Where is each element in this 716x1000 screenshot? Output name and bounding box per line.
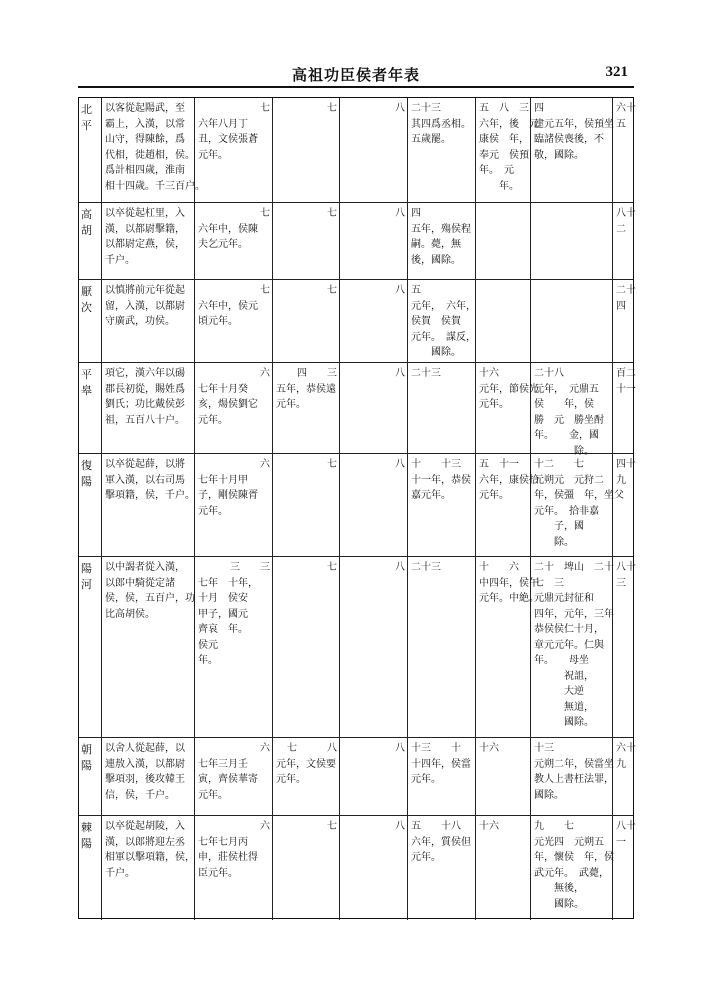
cell-line: 敬，國除。 [534, 149, 584, 161]
cell-line: 劉氏；功比戴侯彭 [105, 399, 185, 410]
cell-line: 七 [327, 103, 337, 114]
cell-line: 比高胡侯。 [105, 608, 155, 620]
cell-line: 寅，齊侯華寄 [198, 774, 258, 785]
cell-line: 元朔二年，侯當坐 [534, 758, 614, 770]
cell-line: 七年十月甲 [198, 474, 248, 486]
cell-line: 六年中，侯陳 [198, 223, 258, 235]
cell-line: 勝 元 勝坐酎 [534, 414, 604, 426]
wendi-years-cell [408, 454, 476, 556]
cell-line: 十 十三 [411, 459, 461, 470]
cell-line: 以客從起陽武，至 [105, 103, 185, 114]
empress-lu-years-cell [340, 557, 408, 737]
cell-line: 六十 [616, 743, 636, 754]
cell-line: 侯元 [198, 639, 218, 651]
empress-lu-years-cell [340, 98, 408, 202]
cell-line: 七 [327, 821, 337, 832]
cell-line: 祝詛， [534, 670, 594, 682]
cell-line: 元年。 [198, 789, 228, 801]
cell-line: 爲計相四歲，淮南 [105, 165, 185, 176]
wendi-years-cell [408, 816, 476, 920]
rank-cell [613, 280, 635, 362]
cell-line: 元年。 [198, 505, 228, 517]
cell-line: 侯賀 侯賀 [411, 316, 461, 327]
cell-line: 以都尉定燕，侯， [105, 239, 185, 250]
cell-line: 一 [616, 836, 626, 848]
cell-line: 漢，以都尉擊籍， [105, 223, 185, 235]
huidi-years-cell [273, 98, 340, 202]
cell-line: 二十 [616, 285, 636, 296]
fief-name [79, 738, 102, 815]
empress-lu-years-cell [340, 738, 408, 815]
cell-line: 八 [395, 103, 405, 114]
cell-line: 千户。 [105, 254, 135, 266]
cell-line: 建元五年，侯預坐 [534, 118, 614, 130]
origin-text-cell [102, 363, 195, 453]
cell-line: 元年。中絶。 [479, 593, 539, 604]
gaozu-years-cell [195, 454, 273, 556]
cell-line: 代相，徙趙相，侯。 [105, 149, 195, 161]
table-row [79, 816, 636, 920]
cell-line: 元年。 [479, 490, 509, 501]
wudi-years-cell [531, 454, 624, 556]
cell-line: 留，入漢，以都尉 [105, 300, 185, 312]
cell-line: 祖，五百八十户。 [105, 414, 185, 426]
cell-line: 四 [411, 208, 421, 219]
cell-line: 章元元年。仁與 [534, 639, 604, 651]
cell-line: 七 [260, 208, 270, 219]
cell-line: 奉元 侯預 [479, 149, 529, 161]
cell-line: 甲子，國元 [198, 608, 248, 620]
fief-name-text: 高胡 [81, 208, 92, 237]
fief-name [79, 98, 102, 202]
cell-line: 八 [395, 368, 405, 379]
fief-name [79, 280, 102, 362]
cell-line: 元年。 [411, 774, 441, 785]
table-row [79, 557, 636, 738]
page-number: 321 [605, 64, 628, 80]
cell-line: 國除。 [411, 347, 461, 358]
cell-line: 七 [327, 208, 337, 219]
cell-line: 亥，煬侯劉它 [198, 399, 258, 410]
cell-line: 康侯 年， [479, 134, 529, 145]
empress-lu-years-cell [340, 280, 408, 362]
cell-line: 以卒從起薛，以將 [105, 459, 185, 470]
jingdi-years-cell [476, 738, 531, 815]
cell-line: 六年，康侯拾 [479, 474, 539, 486]
cell-line: 五歲罷。 [411, 134, 451, 145]
jingdi-years-cell [476, 454, 539, 556]
wudi-years-cell [531, 280, 613, 362]
cell-line: 元年，文侯要 [276, 758, 336, 770]
cell-line: 五 [616, 118, 626, 130]
cell-line: 三 三 [230, 562, 270, 573]
cell-line: 以郎中騎從定諸 [105, 577, 175, 589]
cell-line: 七 八 [287, 743, 337, 754]
cell-line: 七年七月丙 [198, 836, 248, 848]
cell-line: 七年十月癸 [198, 383, 248, 395]
cell-line: 六十 [616, 103, 636, 114]
rank-cell [613, 203, 635, 279]
cell-line: 無道， [534, 701, 594, 713]
cell-line: 七 [327, 459, 337, 470]
cell-line: 元年， 元鼎五 [534, 383, 599, 395]
rank-cell [613, 816, 635, 920]
cell-line: 三 [616, 577, 626, 589]
empress-lu-years-cell [340, 203, 408, 279]
wendi-years-cell [408, 98, 476, 202]
cell-line: 齊哀 年。 [198, 624, 248, 635]
cell-line: 守廣武，功侯。 [105, 316, 175, 327]
wendi-years-cell [408, 557, 476, 737]
fief-name [79, 816, 102, 920]
origin-text-cell [102, 557, 195, 737]
origin-text-cell [102, 738, 195, 815]
cell-line: 六年，後 元 [479, 118, 539, 130]
cell-line: 元年，節侯光 [479, 383, 539, 395]
page-header [78, 60, 634, 88]
cell-line: 八 [395, 459, 405, 470]
cell-line: 十六 [479, 821, 499, 832]
fief-name [79, 557, 102, 737]
cell-line: 相十四歲。千三百户。 [105, 180, 205, 192]
cell-line: 七 三 [534, 577, 564, 589]
huidi-years-cell [273, 454, 340, 556]
cell-line: 教人上書枉法罪， [534, 774, 614, 785]
cell-line: 霸上，入漢，以常 [105, 118, 185, 130]
huidi-years-cell [273, 203, 340, 279]
fief-name-text: 棘陽 [81, 821, 92, 850]
cell-line: 八 [395, 208, 405, 219]
cell-line: 侯 年，侯 [534, 399, 594, 410]
huidi-years-cell [273, 363, 340, 453]
cell-line: 千户。 [105, 867, 135, 879]
gaozu-years-cell [195, 816, 273, 920]
fief-name [79, 363, 102, 453]
jingdi-years-cell [476, 557, 539, 737]
cell-line: 項它，漢六年以碭 [105, 368, 185, 379]
empress-lu-years-cell [340, 454, 408, 556]
jingdi-years-cell [476, 816, 531, 920]
gaozu-years-cell [195, 280, 273, 362]
rank-cell [613, 363, 635, 453]
cell-line: 九 七 [534, 821, 574, 832]
fief-name-text: 北平 [81, 103, 92, 132]
cell-line: 以中謁者從入漢， [105, 562, 185, 573]
cell-line: 元年。 [276, 399, 306, 410]
cell-line: 以卒從起杠里，入 [105, 208, 185, 219]
cell-line: 元年。 拾非嘉 [534, 505, 599, 517]
cell-line: 信，侯，千户。 [105, 789, 175, 801]
cell-line: 子，國 [534, 521, 584, 532]
cell-line: 七 [327, 285, 337, 296]
cell-line: 國除。 [534, 717, 594, 728]
cell-line: 六 [260, 743, 270, 754]
cell-line: 擊項籍，侯，千户。 [105, 490, 195, 501]
table-row [79, 363, 636, 457]
cell-line: 連敖入漢，以都尉 [105, 758, 185, 770]
wudi-years-cell [531, 363, 613, 457]
cell-line: 嘉元年。 [411, 490, 451, 501]
cell-line: 中四年，侯午 [479, 577, 539, 589]
cell-line: 臣元年。 [198, 867, 238, 879]
wudi-years-cell [531, 816, 613, 920]
cell-line: 十六 [479, 743, 499, 754]
cell-line: 五 十一 [479, 459, 519, 470]
cell-line: 五 八 三 [479, 103, 529, 114]
origin-text-cell [102, 454, 195, 556]
origin-text-cell [102, 203, 195, 279]
cell-line: 元年。 [198, 149, 228, 161]
cell-line: 四十 [616, 459, 636, 470]
cell-line: 十二 七 [534, 459, 584, 470]
cell-line: 擊項羽，後攻韓王 [105, 774, 185, 785]
cell-line: 以舍人從起薛，以 [105, 743, 185, 754]
cell-line: 申，莊侯杜得 [198, 852, 258, 863]
cell-line: 十一年，恭侯 [411, 474, 471, 486]
empress-lu-years-cell [340, 816, 408, 920]
cell-line: 子，剛侯陳胥 [198, 490, 258, 501]
cell-line: 年。 母坐 [534, 655, 589, 666]
cell-line: 相軍以擊項籍，侯， [105, 852, 195, 863]
wudi-years-cell [531, 203, 613, 279]
cell-line: 六 [260, 459, 270, 470]
cell-line: 五年，殤侯程 [411, 223, 471, 235]
cell-line: 恭侯侯仁十月， [534, 624, 604, 635]
cell-line: 元年。 謀反， [411, 331, 476, 343]
cell-line: 二十八 [534, 368, 564, 379]
cell-line: 元朔元 元狩二 [534, 474, 604, 486]
cell-line: 六 [260, 368, 270, 379]
wudi-years-cell [531, 738, 613, 815]
cell-line: 六年，質侯但 [411, 836, 471, 848]
cell-line: 十一 [616, 383, 636, 395]
table-row [79, 280, 636, 363]
fief-name-text: 復陽 [81, 459, 92, 488]
fief-name-text: 厭次 [81, 285, 92, 314]
cell-line: 十六 [479, 368, 499, 379]
cell-line: 五年，恭侯遠 [276, 383, 336, 395]
jingdi-years-cell [476, 280, 531, 362]
cell-line: 五 十八 [411, 821, 461, 832]
cell-line: 其四爲丞相。 [411, 118, 471, 130]
cell-line: 元鼎元封征和 [534, 593, 594, 604]
cell-line: 二十三 [411, 103, 441, 114]
huidi-years-cell [273, 816, 340, 920]
rank-cell [613, 738, 635, 815]
table-row [79, 454, 636, 557]
cell-line: 二十 埤山 二十 [534, 562, 614, 573]
cell-line: 國除。 [534, 898, 584, 910]
gaozu-years-cell [195, 98, 273, 202]
cell-line: 軍入漢，以右司馬 [105, 474, 185, 486]
cell-line: 年。 元 [479, 165, 514, 176]
cell-line: 二十三 [411, 562, 441, 573]
huidi-years-cell [273, 557, 340, 737]
cell-line: 五 [411, 285, 421, 296]
cell-line: 夫乞元年。 [198, 239, 248, 250]
cell-line: 八十 [616, 562, 636, 573]
cell-line: 元年。 [411, 852, 441, 863]
gaozu-years-cell [195, 557, 273, 737]
cell-line: 元年， 六年， [411, 300, 476, 312]
cell-line: 八 [395, 743, 405, 754]
cell-line: 郡長初從，賜姓爲 [105, 383, 185, 395]
cell-line: 九 [616, 474, 626, 486]
cell-line: 十 六 [479, 562, 519, 573]
cell-line: 國除。 [534, 789, 564, 801]
cell-line: 七 [327, 562, 337, 573]
running-title: 高祖功臣侯者年表 [291, 66, 420, 84]
cell-line: 武元年。 武薨， [534, 867, 609, 879]
cell-line: 年。 金，國 [534, 430, 599, 441]
cell-line: 元光四 元朔五 [534, 836, 604, 848]
cell-line: 十月 侯安 [198, 593, 248, 604]
cell-line: 十四年，侯當 [411, 758, 471, 770]
cell-line: 七年 十年， [198, 577, 258, 589]
cell-line: 八十 [616, 208, 636, 219]
cell-line: 四 三 [297, 368, 337, 379]
cell-line: 元年。 [479, 399, 509, 410]
cell-line: 侯，侯，五百户，功 [105, 593, 195, 604]
cell-line: 百二 [616, 368, 636, 379]
fief-name [79, 203, 102, 279]
cell-line: 八 [395, 285, 405, 296]
table-row [79, 738, 636, 816]
cell-line: 年。 [479, 180, 519, 192]
origin-text-cell [102, 98, 205, 202]
cell-line: 八十 [616, 821, 636, 832]
fief-name-text: 陽河 [81, 562, 92, 591]
cell-line: 六年中，侯元 [198, 300, 258, 312]
cell-line: 八 [395, 562, 405, 573]
wendi-years-cell [408, 203, 476, 279]
fief-name-text: 平皋 [81, 368, 92, 397]
cell-line: 八 [395, 821, 405, 832]
rank-cell [613, 557, 635, 737]
empress-lu-years-cell [340, 363, 408, 453]
cell-line: 六 [260, 821, 270, 832]
jingdi-years-cell [476, 98, 539, 202]
jingdi-years-cell [476, 363, 539, 453]
rank-cell [613, 98, 635, 202]
cell-line: 以卒從起胡陵，入 [105, 821, 185, 832]
cell-line: 年，侯彊 年，坐父 [534, 490, 624, 501]
wendi-years-cell [408, 280, 476, 362]
marquis-chronological-table [78, 97, 634, 919]
cell-line: 七年三月壬 [198, 758, 248, 770]
cell-line: 後，國除。 [411, 254, 461, 266]
wendi-years-cell [408, 738, 476, 815]
cell-line: 山守，得陳餘，爲 [105, 134, 185, 145]
gaozu-years-cell [195, 363, 273, 453]
table-row [79, 98, 636, 203]
cell-line: 十三 [534, 743, 554, 754]
cell-line: 頃元年。 [198, 316, 238, 327]
cell-line: 四 [534, 103, 544, 114]
cell-line: 除。 [534, 536, 574, 548]
cell-line: 丑，文侯張蒼 [198, 134, 258, 145]
cell-line: 嗣。薨，無 [411, 239, 461, 250]
rank-cell [613, 454, 635, 556]
cell-line: 年。 [198, 655, 218, 666]
huidi-years-cell [273, 738, 340, 815]
origin-text-cell [102, 816, 195, 920]
cell-line: 元年。 [198, 414, 228, 426]
cell-line: 四 [616, 300, 626, 312]
jingdi-years-cell [476, 203, 531, 279]
wudi-years-cell [531, 98, 613, 202]
table-row [79, 203, 636, 280]
cell-line: 十三 十 [411, 743, 461, 754]
origin-text-cell [102, 280, 195, 362]
cell-line: 大逆 [534, 686, 584, 697]
fief-name-text: 朝陽 [81, 743, 92, 772]
cell-line: 六年八月丁 [198, 118, 248, 130]
cell-line: 臨諸侯喪後，不 [534, 134, 604, 145]
gaozu-years-cell [195, 738, 273, 815]
cell-line: 二 [616, 223, 626, 235]
wendi-years-cell [408, 363, 476, 453]
cell-line: 九 [616, 758, 626, 770]
wudi-years-cell [531, 557, 613, 737]
fief-name [79, 454, 102, 556]
cell-line: 二十三 [411, 368, 441, 379]
cell-line: 七 [260, 103, 270, 114]
cell-line: 除。 [534, 445, 594, 457]
cell-line: 年，懷侯 年，侯 [534, 852, 614, 863]
cell-line: 漢，以郎將迎左丞 [105, 836, 185, 848]
gaozu-years-cell [195, 203, 273, 279]
cell-line: 以慎將前元年從起 [105, 285, 185, 296]
cell-line: 四年，元年，三年 [534, 608, 614, 620]
huidi-years-cell [273, 280, 340, 362]
cell-line: 元年。 [276, 774, 306, 785]
cell-line: 無後， [534, 883, 584, 894]
cell-line: 七 [260, 285, 270, 296]
